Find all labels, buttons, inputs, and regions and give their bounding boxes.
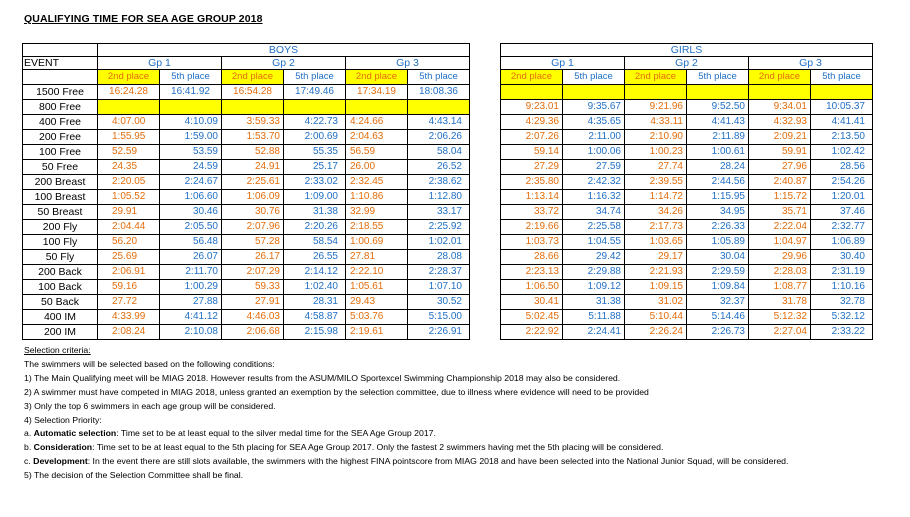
boys-gp3-5th-place-time: 1:07.10 — [408, 280, 470, 295]
boys-gp3-2nd-place-time: 1:00.69 — [346, 235, 408, 250]
boys-gp3-5th-place-header: 5th place — [408, 70, 470, 85]
girls-gp2-5th-place-time: 32.37 — [687, 295, 749, 310]
criteria-item-c — [24, 455, 904, 469]
girls-gp2-5th-place-time: 34.95 — [687, 205, 749, 220]
girls-gp2-5th-place-time: 1:05.89 — [687, 235, 749, 250]
boys-gp2-5th-place-time: 58.54 — [284, 235, 346, 250]
girls-gp1-5th-place-time: 34.74 — [563, 205, 625, 220]
girls-gp2-5th-place-time: 2:26.73 — [687, 325, 749, 340]
girls-gp1-5th-place-time: 2:25.58 — [563, 220, 625, 235]
boys-gp1-2nd-place-time — [98, 100, 160, 115]
girls-gp1-2nd-place-time: 30.41 — [501, 295, 563, 310]
girls-gp2-5th-place-time: 1:15.95 — [687, 190, 749, 205]
boys-gp2-5th-place-header: 5th place — [284, 70, 346, 85]
girls-gp2-5th-place-time: 30.04 — [687, 250, 749, 265]
boys-gp2-2nd-place-time: 59.33 — [222, 280, 284, 295]
boys-gp2-2nd-place-time: 2:07.96 — [222, 220, 284, 235]
boys-gp2-2nd-place-time: 2:07.29 — [222, 265, 284, 280]
boys-gp1-2nd-place-time: 59.16 — [98, 280, 160, 295]
boys-gp1-2nd-place-time: 2:06.91 — [98, 265, 160, 280]
girls-gp1-2nd-place-time: 5:02.45 — [501, 310, 563, 325]
girls-gp2-2nd-place-time: 1:03.65 — [625, 235, 687, 250]
page-title: QUALIFYING TIME FOR SEA AGE GROUP 2018 — [24, 13, 263, 25]
girls-gp2-5th-place-time: 5:14.46 — [687, 310, 749, 325]
boys-gp3-2nd-place-time: 32.99 — [346, 205, 408, 220]
girls-gp3-5th-place-time: 2:54.26 — [811, 175, 873, 190]
boys-gp1-5th-place-time: 26.07 — [160, 250, 222, 265]
criteria-item-a — [24, 427, 904, 441]
criteria-c-prefix: c. — [24, 456, 34, 467]
boys-gp2-2nd-place-time: 1:53.70 — [222, 130, 284, 145]
girls-gp3-5th-place-time: 1:10.16 — [811, 280, 873, 295]
girls-gp2-2nd-place-time: 34.26 — [625, 205, 687, 220]
event-row — [23, 325, 873, 340]
girls-gp2-2nd-place-time: 27.74 — [625, 160, 687, 175]
event-row — [23, 175, 873, 190]
boys-gp2-2nd-place-time: 2:25.61 — [222, 175, 284, 190]
boys-gp1-5th-place-time: 16:41.92 — [160, 85, 222, 100]
boys-gp3-2nd-place-time: 17:34.19 — [346, 85, 408, 100]
boys-gp2-2nd-place-time: 52.88 — [222, 145, 284, 160]
girls-gp1-2nd-place-time: 28.66 — [501, 250, 563, 265]
boys-gp1-2nd-place-time: 24.35 — [98, 160, 160, 175]
girls-gp3-5th-place-time: 30.40 — [811, 250, 873, 265]
girls-gp3-2nd-place-time: 29.96 — [749, 250, 811, 265]
boys-gp1-2nd-place-time: 25.69 — [98, 250, 160, 265]
boys-gp1-2nd-place-time: 1:05.52 — [98, 190, 160, 205]
event-row — [23, 310, 873, 325]
boys-gp2-5th-place-time: 25.17 — [284, 160, 346, 175]
boys-gp1-5th-place-time: 1:59.00 — [160, 130, 222, 145]
event-name: 1500 Free — [23, 85, 98, 100]
girls-gp1-2nd-place-time: 2:23.13 — [501, 265, 563, 280]
girls-gp3-5th-place-time: 5:32.12 — [811, 310, 873, 325]
boys-gp3-2nd-place-time: 1:05.61 — [346, 280, 408, 295]
placing-header-row — [23, 70, 873, 85]
boys-gp3-2nd-place-time: 4:24.66 — [346, 115, 408, 130]
boys-gp1-2nd-place-time: 1:55.95 — [98, 130, 160, 145]
girls-gp2-5th-place-time: 1:00.61 — [687, 145, 749, 160]
girls-gp3-2nd-place-time: 35.71 — [749, 205, 811, 220]
boys-gp3-2nd-place-time: 27.81 — [346, 250, 408, 265]
girls-gp1-5th-place-header: 5th place — [563, 70, 625, 85]
boys-gp3-5th-place-time — [408, 100, 470, 115]
event-row — [23, 85, 873, 100]
gender-header-row — [23, 44, 873, 57]
girls-gp3-5th-place-time — [811, 85, 873, 100]
criteria-item-1: 1) The Main Qualifying meet will be MIAG 2018. However results from the ASUM/MILO Sportexcel Swimming Championship 2018 may also be considered. — [24, 372, 621, 383]
event-row — [23, 265, 873, 280]
girls-gp2-2nd-place-time: 2:21.93 — [625, 265, 687, 280]
event-name: 100 Breast — [23, 190, 98, 205]
boys-gp1-2nd-place-time: 2:08.24 — [98, 325, 160, 340]
boys-gp1-5th-place-time: 30.46 — [160, 205, 222, 220]
boys-header: BOYS — [98, 44, 470, 57]
boys-gp2-5th-place-time: 17:49.46 — [284, 85, 346, 100]
girls-gp3-2nd-place-time: 1:15.72 — [749, 190, 811, 205]
girls-gp2-2nd-place-time: 9:21.96 — [625, 100, 687, 115]
girls-gp1-5th-place-time: 27.59 — [563, 160, 625, 175]
girls-gp3-5th-place-time: 28.56 — [811, 160, 873, 175]
boys-gp1-2nd-place-time: 16:24.28 — [98, 85, 160, 100]
event-name: 400 IM — [23, 310, 98, 325]
criteria-item-2: 2) A swimmer must have competed in MIAG 2018, unless granted an exemption by the selection committee, due to illness where evidence will need to be provided — [24, 386, 649, 397]
boys-gp3-2nd-place-time: 2:22.10 — [346, 265, 408, 280]
girls-gp1-5th-place-time: 29.42 — [563, 250, 625, 265]
girls-gp2-5th-place-header: 5th place — [687, 70, 749, 85]
event-name: 200 Free — [23, 130, 98, 145]
event-name: 100 Back — [23, 280, 98, 295]
event-name: 50 Fly — [23, 250, 98, 265]
boys-gp1-5th-place-time: 53.59 — [160, 145, 222, 160]
girls-gp3-2nd-place-time: 2:22.04 — [749, 220, 811, 235]
girls-gp2-2nd-place-time: 2:39.55 — [625, 175, 687, 190]
criteria-a-text: : Time set to be at least equal to the silver medal time for the SEA Age Group 2017. — [116, 428, 436, 439]
girls-gp2-2nd-place-time: 5:10.44 — [625, 310, 687, 325]
boys-gp3-5th-place-time: 33.17 — [408, 205, 470, 220]
girls-gp3-2nd-place-time: 2:27.04 — [749, 325, 811, 340]
girls-gp2-5th-place-time: 4:41.43 — [687, 115, 749, 130]
girls-gp2-2nd-place-time: 1:09.15 — [625, 280, 687, 295]
boys-gp1-2nd-place-time: 27.72 — [98, 295, 160, 310]
boys-gp2-2nd-place-header: 2nd place — [222, 70, 284, 85]
boys-gp1-header: Gp 1 — [98, 57, 222, 70]
girls-gp3-header: Gp 3 — [749, 57, 873, 70]
boys-gp1-5th-place-time: 2:05.50 — [160, 220, 222, 235]
boys-gp1-2nd-place-time: 29.91 — [98, 205, 160, 220]
girls-gp1-2nd-place-time: 1:06.50 — [501, 280, 563, 295]
girls-gp3-2nd-place-time: 2:09.21 — [749, 130, 811, 145]
boys-gp1-5th-place-time: 56.48 — [160, 235, 222, 250]
event-name: 50 Back — [23, 295, 98, 310]
boys-gp1-5th-place-time: 2:11.70 — [160, 265, 222, 280]
event-row — [23, 145, 873, 160]
boys-gp3-5th-place-time: 1:12.80 — [408, 190, 470, 205]
boys-gp3-header: Gp 3 — [346, 57, 470, 70]
girls-gp1-2nd-place-time: 1:03.73 — [501, 235, 563, 250]
girls-gp3-2nd-place-time: 27.96 — [749, 160, 811, 175]
boys-gp3-2nd-place-time — [346, 100, 408, 115]
girls-gp3-2nd-place-time: 4:32.93 — [749, 115, 811, 130]
boys-gp2-2nd-place-time: 24.91 — [222, 160, 284, 175]
event-row — [23, 295, 873, 310]
girls-gp3-2nd-place-time: 9:34.01 — [749, 100, 811, 115]
girls-gp3-5th-place-time: 2:31.19 — [811, 265, 873, 280]
event-name: 200 Fly — [23, 220, 98, 235]
girls-gp3-2nd-place-time: 5:12.32 — [749, 310, 811, 325]
girls-gp2-2nd-place-time — [625, 85, 687, 100]
boys-gp2-2nd-place-time: 1:06.09 — [222, 190, 284, 205]
boys-gp3-5th-place-time: 2:38.62 — [408, 175, 470, 190]
boys-gp2-2nd-place-time: 16:54.28 — [222, 85, 284, 100]
girls-gp3-2nd-place-header: 2nd place — [749, 70, 811, 85]
criteria-intro: The swimmers will be selected based on the following conditions: — [24, 358, 275, 369]
boys-gp2-5th-place-time: 1:02.40 — [284, 280, 346, 295]
girls-header: GIRLS — [501, 44, 873, 57]
boys-gp2-5th-place-time: 28.31 — [284, 295, 346, 310]
girls-gp3-5th-place-time: 2:33.22 — [811, 325, 873, 340]
girls-gp3-2nd-place-time: 1:08.77 — [749, 280, 811, 295]
boys-gp3-5th-place-time: 2:28.37 — [408, 265, 470, 280]
girls-gp2-5th-place-time: 9:52.50 — [687, 100, 749, 115]
girls-gp2-2nd-place-header: 2nd place — [625, 70, 687, 85]
boys-gp3-2nd-place-time: 1:10.86 — [346, 190, 408, 205]
event-row — [23, 250, 873, 265]
girls-gp1-2nd-place-time: 2:19.66 — [501, 220, 563, 235]
girls-gp2-5th-place-time — [687, 85, 749, 100]
boys-gp3-5th-place-time: 30.52 — [408, 295, 470, 310]
girls-gp1-2nd-place-time — [501, 85, 563, 100]
boys-gp3-2nd-place-time: 2:18.55 — [346, 220, 408, 235]
girls-gp2-2nd-place-time: 31.02 — [625, 295, 687, 310]
event-row — [23, 100, 873, 115]
girls-gp2-2nd-place-time: 4:33.11 — [625, 115, 687, 130]
boys-gp2-5th-place-time: 2:33.02 — [284, 175, 346, 190]
boys-gp2-5th-place-time: 2:00.69 — [284, 130, 346, 145]
boys-gp1-5th-place-time: 27.88 — [160, 295, 222, 310]
boys-gp2-2nd-place-time: 4:46.03 — [222, 310, 284, 325]
girls-gp1-5th-place-time — [563, 85, 625, 100]
boys-gp3-5th-place-time: 4:43.14 — [408, 115, 470, 130]
girls-gp3-2nd-place-time: 1:04.97 — [749, 235, 811, 250]
event-name: 200 IM — [23, 325, 98, 340]
girls-gp3-5th-place-time: 4:41.41 — [811, 115, 873, 130]
girls-gp3-5th-place-header: 5th place — [811, 70, 873, 85]
criteria-a-prefix: a. — [24, 428, 34, 439]
girls-gp1-2nd-place-time: 59.14 — [501, 145, 563, 160]
boys-gp1-5th-place-time: 24.59 — [160, 160, 222, 175]
event-row — [23, 190, 873, 205]
boys-gp2-5th-place-time — [284, 100, 346, 115]
girls-gp2-2nd-place-time: 29.17 — [625, 250, 687, 265]
boys-gp3-5th-place-time: 5:15.00 — [408, 310, 470, 325]
event-name: 50 Breast — [23, 205, 98, 220]
girls-gp3-2nd-place-time: 2:28.03 — [749, 265, 811, 280]
girls-gp1-5th-place-time: 31.38 — [563, 295, 625, 310]
event-row — [23, 205, 873, 220]
boys-gp1-5th-place-time: 1:06.60 — [160, 190, 222, 205]
criteria-item-5: 5) The decision of the Selection Committee shall be final. — [24, 470, 244, 481]
girls-gp2-2nd-place-time: 2:10.90 — [625, 130, 687, 145]
event-row — [23, 220, 873, 235]
boys-gp3-2nd-place-time: 2:32.45 — [346, 175, 408, 190]
boys-gp2-header: Gp 2 — [222, 57, 346, 70]
girls-gp3-2nd-place-time — [749, 85, 811, 100]
boys-gp2-2nd-place-time — [222, 100, 284, 115]
girls-gp3-2nd-place-time: 2:40.87 — [749, 175, 811, 190]
girls-gp3-5th-place-time: 32.78 — [811, 295, 873, 310]
girls-gp2-5th-place-time: 2:29.59 — [687, 265, 749, 280]
girls-gp1-5th-place-time: 1:04.55 — [563, 235, 625, 250]
qualifying-times-table — [22, 43, 873, 340]
girls-gp2-5th-place-time: 1:09.84 — [687, 280, 749, 295]
boys-gp2-5th-place-time: 2:20.26 — [284, 220, 346, 235]
boys-gp2-5th-place-time: 31.38 — [284, 205, 346, 220]
boys-gp3-2nd-place-time: 56.59 — [346, 145, 408, 160]
group-header-row — [23, 57, 873, 70]
girls-gp2-2nd-place-time: 2:17.73 — [625, 220, 687, 235]
girls-gp1-5th-place-time: 4:35.65 — [563, 115, 625, 130]
event-row — [23, 280, 873, 295]
girls-gp2-header: Gp 2 — [625, 57, 749, 70]
boys-gp1-2nd-place-time: 56.20 — [98, 235, 160, 250]
boys-gp2-5th-place-time: 2:14.12 — [284, 265, 346, 280]
boys-gp1-2nd-place-time: 4:07.00 — [98, 115, 160, 130]
girls-gp1-2nd-place-time: 2:35.80 — [501, 175, 563, 190]
girls-gp1-2nd-place-time: 33.72 — [501, 205, 563, 220]
girls-gp1-2nd-place-time: 1:13.14 — [501, 190, 563, 205]
event-name: 200 Breast — [23, 175, 98, 190]
girls-gp2-5th-place-time: 2:26.33 — [687, 220, 749, 235]
girls-gp2-5th-place-time: 28.24 — [687, 160, 749, 175]
boys-gp3-5th-place-time: 58.04 — [408, 145, 470, 160]
boys-gp1-5th-place-time: 4:10.09 — [160, 115, 222, 130]
girls-gp1-5th-place-time: 1:00.06 — [563, 145, 625, 160]
boys-gp3-5th-place-time: 28.08 — [408, 250, 470, 265]
boys-gp3-2nd-place-time: 2:04.63 — [346, 130, 408, 145]
event-row — [23, 130, 873, 145]
girls-gp3-5th-place-time: 10:05.37 — [811, 100, 873, 115]
criteria-item-3: 3) Only the top 6 swimmers in each age group will be considered. — [24, 400, 276, 411]
event-name: 100 Fly — [23, 235, 98, 250]
boys-gp2-2nd-place-time: 2:06.68 — [222, 325, 284, 340]
girls-gp1-header: Gp 1 — [501, 57, 625, 70]
boys-gp2-2nd-place-time: 27.91 — [222, 295, 284, 310]
girls-gp3-5th-place-time: 1:02.42 — [811, 145, 873, 160]
criteria-heading: Selection criteria: — [24, 345, 91, 355]
girls-gp2-5th-place-time: 2:11.89 — [687, 130, 749, 145]
boys-gp2-2nd-place-time: 30.76 — [222, 205, 284, 220]
girls-gp3-2nd-place-time: 59.91 — [749, 145, 811, 160]
boys-gp2-5th-place-time: 1:09.00 — [284, 190, 346, 205]
criteria-item-4: 4) Selection Priority: — [24, 414, 102, 425]
event-name: 400 Free — [23, 115, 98, 130]
boys-gp3-5th-place-time: 1:02.01 — [408, 235, 470, 250]
boys-gp1-2nd-place-header: 2nd place — [98, 70, 160, 85]
girls-gp2-2nd-place-time: 1:14.72 — [625, 190, 687, 205]
criteria-b-bold: Consideration — [33, 442, 93, 453]
event-row — [23, 235, 873, 250]
event-name: 50 Free — [23, 160, 98, 175]
boys-gp3-2nd-place-time: 5:03.76 — [346, 310, 408, 325]
girls-gp1-2nd-place-time: 4:29.36 — [501, 115, 563, 130]
boys-gp3-5th-place-time: 26.52 — [408, 160, 470, 175]
girls-gp3-5th-place-time: 1:06.89 — [811, 235, 873, 250]
girls-gp1-2nd-place-time: 27.29 — [501, 160, 563, 175]
criteria-c-text: : In the event there are still slots available, the swimmers with the highest FINA pointscore from MIAG 2018 and have been selected into the National Junior Squad, will be considered. — [87, 456, 789, 467]
event-name: 800 Free — [23, 100, 98, 115]
girls-gp3-5th-place-time: 2:13.50 — [811, 130, 873, 145]
girls-gp3-5th-place-time: 2:32.77 — [811, 220, 873, 235]
boys-gp3-5th-place-time: 2:25.92 — [408, 220, 470, 235]
boys-gp1-5th-place-time — [160, 100, 222, 115]
event-name: 100 Free — [23, 145, 98, 160]
girls-gp1-5th-place-time: 2:11.00 — [563, 130, 625, 145]
criteria-item-b — [24, 441, 904, 455]
event-row — [23, 115, 873, 130]
criteria-a-bold: Automatic selection — [33, 428, 117, 439]
boys-gp1-2nd-place-time: 52.59 — [98, 145, 160, 160]
girls-gp1-5th-place-time: 9:35.67 — [563, 100, 625, 115]
boys-gp2-5th-place-time: 55.35 — [284, 145, 346, 160]
boys-gp3-2nd-place-time: 2:19.61 — [346, 325, 408, 340]
boys-gp1-5th-place-time: 2:24.67 — [160, 175, 222, 190]
girls-gp1-5th-place-time: 1:09.12 — [563, 280, 625, 295]
girls-gp1-5th-place-time: 5:11.88 — [563, 310, 625, 325]
boys-gp1-5th-place-time: 4:41.12 — [160, 310, 222, 325]
girls-gp1-5th-place-time: 2:24.41 — [563, 325, 625, 340]
criteria-b-text: : Time set to be at least equal to the 5th placing for SEA Age Group 2017. Only the fastest 2 swimmers having met the 5th placing will be considered. — [92, 442, 664, 453]
girls-gp3-5th-place-time: 1:20.01 — [811, 190, 873, 205]
criteria-b-prefix: b. — [24, 442, 34, 453]
girls-gp1-2nd-place-header: 2nd place — [501, 70, 563, 85]
event-column-header: EVENT — [23, 57, 98, 70]
girls-gp2-2nd-place-time: 2:26.24 — [625, 325, 687, 340]
boys-gp1-2nd-place-time: 4:33.99 — [98, 310, 160, 325]
boys-gp2-5th-place-time: 4:58.87 — [284, 310, 346, 325]
girls-gp1-2nd-place-time: 9:23.01 — [501, 100, 563, 115]
boys-gp1-5th-place-time: 2:10.08 — [160, 325, 222, 340]
selection-criteria — [24, 344, 904, 483]
boys-gp3-2nd-place-header: 2nd place — [346, 70, 408, 85]
girls-gp2-5th-place-time: 2:44.56 — [687, 175, 749, 190]
boys-gp2-2nd-place-time: 26.17 — [222, 250, 284, 265]
boys-gp2-5th-place-time: 4:22.73 — [284, 115, 346, 130]
boys-gp3-5th-place-time: 2:26.91 — [408, 325, 470, 340]
girls-gp3-2nd-place-time: 31.78 — [749, 295, 811, 310]
girls-gp1-2nd-place-time: 2:07.26 — [501, 130, 563, 145]
event-name: 200 Back — [23, 265, 98, 280]
boys-gp1-2nd-place-time: 2:20.05 — [98, 175, 160, 190]
boys-gp3-2nd-place-time: 26.00 — [346, 160, 408, 175]
girls-gp3-5th-place-time: 37.46 — [811, 205, 873, 220]
boys-gp2-2nd-place-time: 3:59.33 — [222, 115, 284, 130]
boys-gp3-5th-place-time: 18:08.36 — [408, 85, 470, 100]
boys-gp1-2nd-place-time: 2:04.44 — [98, 220, 160, 235]
girls-gp1-2nd-place-time: 2:22.92 — [501, 325, 563, 340]
event-row — [23, 160, 873, 175]
boys-gp1-5th-place-header: 5th place — [160, 70, 222, 85]
boys-gp2-5th-place-time: 2:15.98 — [284, 325, 346, 340]
boys-gp2-2nd-place-time: 57.28 — [222, 235, 284, 250]
boys-gp3-5th-place-time: 2:06.26 — [408, 130, 470, 145]
girls-gp2-2nd-place-time: 1:00.23 — [625, 145, 687, 160]
girls-gp1-5th-place-time: 2:29.88 — [563, 265, 625, 280]
boys-gp1-5th-place-time: 1:00.29 — [160, 280, 222, 295]
girls-gp1-5th-place-time: 2:42.32 — [563, 175, 625, 190]
boys-gp2-5th-place-time: 26.55 — [284, 250, 346, 265]
boys-gp3-2nd-place-time: 29.43 — [346, 295, 408, 310]
criteria-c-bold: Development — [33, 456, 88, 467]
girls-gp1-5th-place-time: 1:16.32 — [563, 190, 625, 205]
